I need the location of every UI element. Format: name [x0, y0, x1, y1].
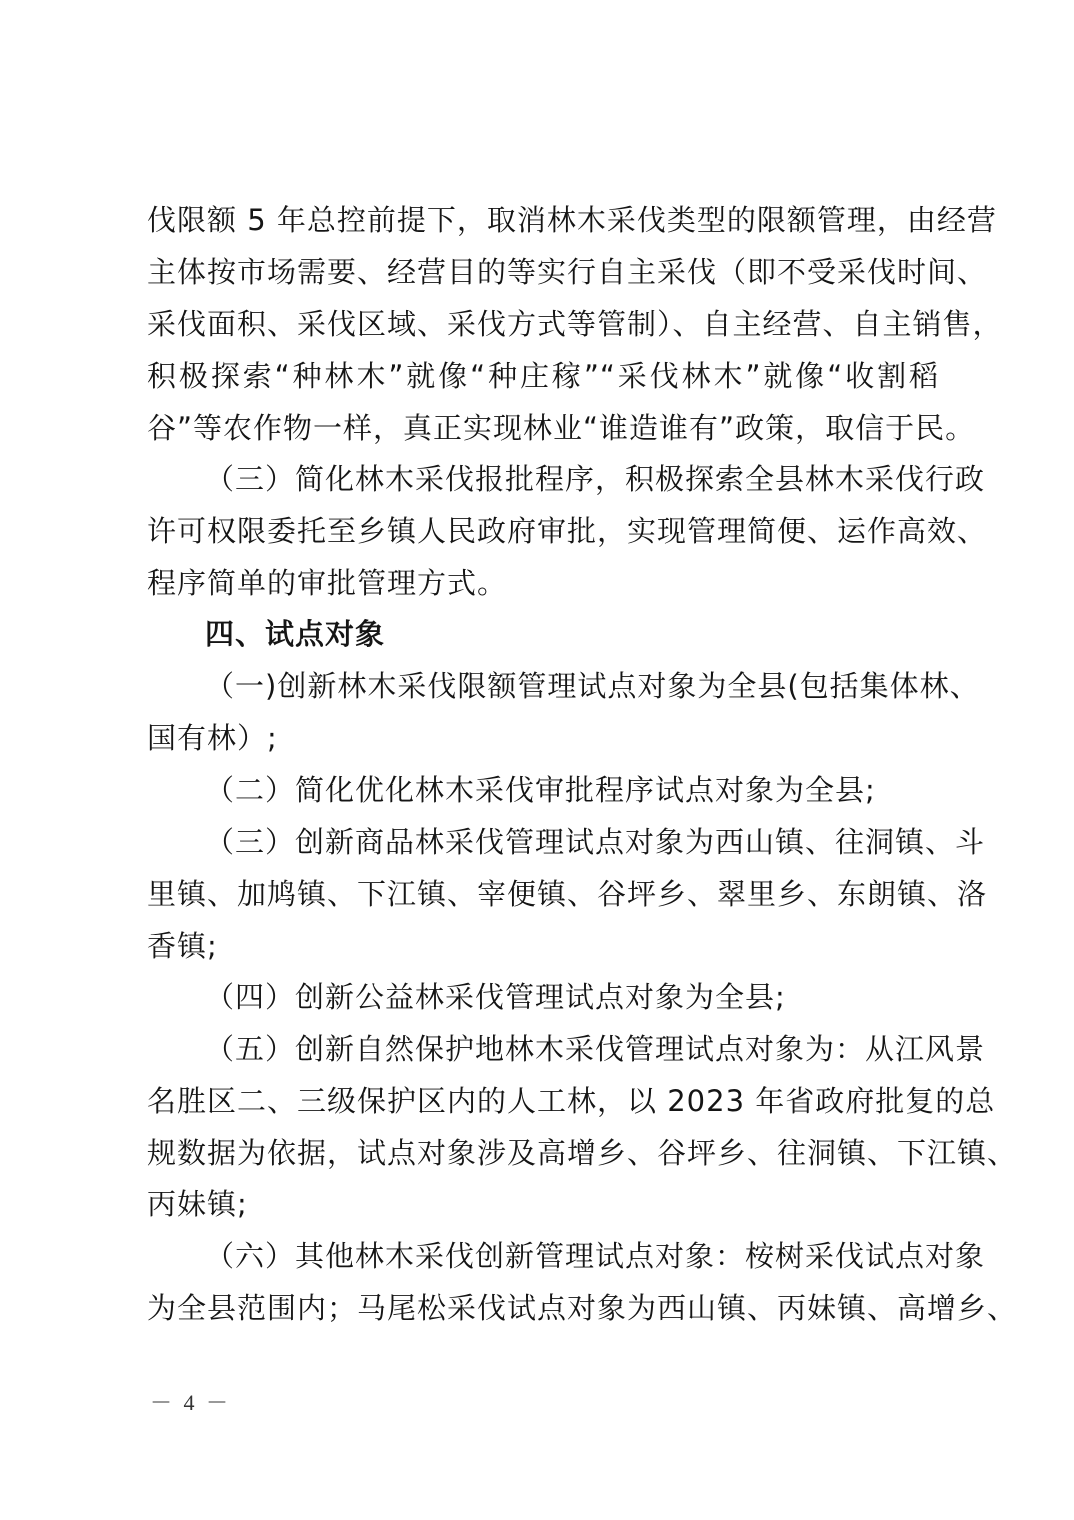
text-line: 伐限额 5 年总控前提下，取消林木采伐类型的限额管理，由经营: [147, 203, 997, 237]
text-line: 规数据为依据，试点对象涉及高增乡、谷坪乡、往洞镇、下江镇、: [147, 1136, 1018, 1170]
paragraph-first-line: （三）简化林木采伐报批程序，积极探索全县林木采伐行政: [205, 462, 986, 496]
text-line: 为全县范围内；马尾松采伐试点对象为西山镇、丙妹镇、高增乡、: [147, 1291, 1018, 1325]
paragraph-single-line: （二）简化优化林木采伐审批程序试点对象为全县;: [205, 773, 876, 807]
text-line: 主体按市场需要、经营目的等实行自主采伐（即不受采伐时间、: [147, 255, 988, 289]
section-heading: 四、试点对象: [205, 617, 386, 651]
paragraph-first-line: （六）其他林木采伐创新管理试点对象：桉树采伐试点对象: [205, 1239, 986, 1273]
text-line: 积极探索“种林木”就像“种庄稼”“采伐林木”就像“收割稻: [147, 359, 939, 393]
text-line: 许可权限委托至乡镇人民政府审批，实现管理简便、运作高效、: [147, 514, 988, 548]
paragraph-last-line: 丙妹镇;: [147, 1187, 248, 1221]
text-line: 名胜区二、三级保护区内的人工林，以 2023 年省政府批复的总: [147, 1084, 996, 1118]
paragraph-last-line: 程序简单的审批管理方式。: [147, 566, 508, 600]
text-line: 谷”等农作物一样，真正实现林业“谁造谁有”政策，取信于民。: [147, 411, 976, 445]
text-line: 里镇、加鸠镇、下江镇、宰便镇、谷坪乡、翠里乡、东朗镇、洛: [147, 877, 988, 911]
page-number: － 4 －: [150, 1390, 232, 1415]
paragraph-first-line: （一)创新林木采伐限额管理试点对象为全县(包括集体林、: [205, 669, 980, 703]
paragraph-first-line: （五）创新自然保护地林木采伐管理试点对象为：从江风景: [205, 1032, 986, 1066]
paragraph-last-line: 国有林）;: [147, 721, 278, 755]
paragraph-single-line: （四）创新公益林采伐管理试点对象为全县;: [205, 980, 786, 1014]
paragraph-first-line: （三）创新商品林采伐管理试点对象为西山镇、往洞镇、斗: [205, 825, 986, 859]
paragraph-last-line: 香镇;: [147, 929, 218, 963]
text-line: 采伐面积、采伐区域、采伐方式等管制）、自主经营、自主销售，: [147, 307, 1003, 341]
